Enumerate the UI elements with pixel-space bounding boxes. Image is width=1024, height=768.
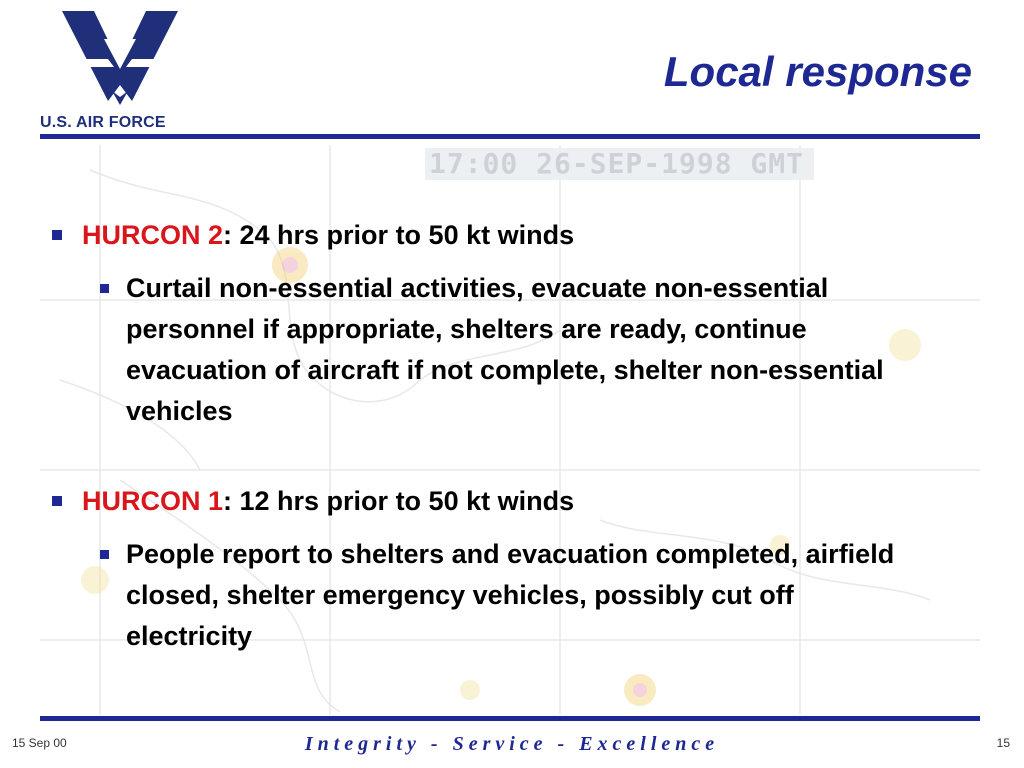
map-timestamp-banner: 17:00 26-SEP-1998 GMT bbox=[425, 148, 814, 180]
slide-title: Local response bbox=[663, 48, 972, 95]
footer-motto: Integrity - Service - Excellence bbox=[304, 733, 720, 755]
footer-date: 15 Sep 00 bbox=[12, 736, 67, 750]
sub-bullet-hurcon-2 bbox=[126, 268, 896, 432]
sub-bullet-text: People report to shelters and evacuation completed, airfield closed, shelter emergency vehicles, possibly cut off electricity bbox=[126, 539, 895, 651]
top-divider bbox=[40, 134, 980, 139]
hurcon-label: HURCON 2 bbox=[82, 220, 224, 250]
square-bullet-icon bbox=[52, 230, 62, 240]
air-force-logo-icon bbox=[60, 5, 180, 115]
bottom-divider bbox=[40, 716, 980, 721]
bullet-hurcon-1 bbox=[48, 484, 948, 518]
bullet-text: : 12 hrs prior to 50 kt winds bbox=[223, 486, 575, 516]
sub-bullet-hurcon-1 bbox=[126, 534, 896, 657]
square-bullet-icon bbox=[52, 496, 62, 506]
sub-bullet-text: Curtail non-essential activities, evacuate non-essential personnel if appropriate, shelters are ready, continue evacuation of aircraft if not complete, shelter non-essential vehicles bbox=[126, 273, 884, 426]
square-bullet-icon bbox=[100, 550, 109, 559]
logo-text: U.S. AIR FORCE bbox=[40, 114, 166, 131]
bullet-text: : 24 hrs prior to 50 kt winds bbox=[223, 220, 575, 250]
page-number: 15 bbox=[996, 736, 1010, 750]
bullet-hurcon-2 bbox=[48, 218, 948, 252]
hurcon-label: HURCON 1 bbox=[82, 486, 224, 516]
square-bullet-icon bbox=[100, 284, 109, 293]
bullet-list bbox=[48, 218, 948, 657]
